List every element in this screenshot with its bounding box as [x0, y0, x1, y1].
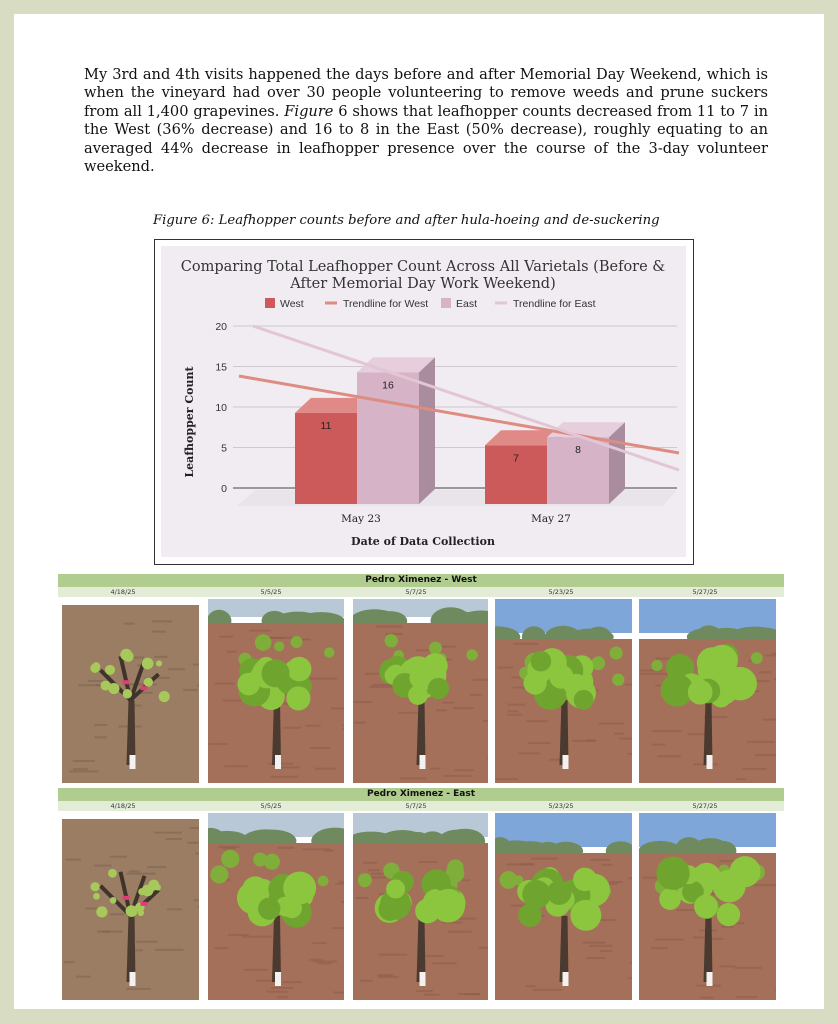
- photo-date: 4/18/25: [110, 588, 136, 596]
- strip-title: Pedro Ximenez - East: [58, 788, 784, 801]
- body-paragraph: [84, 66, 768, 176]
- strip-dates: [58, 801, 784, 811]
- strip-dates: [58, 587, 784, 597]
- bar-data-label: 7: [513, 452, 519, 465]
- x-tick-label: May 27: [531, 513, 571, 525]
- vine-photo: [208, 599, 344, 783]
- vine-photo: [495, 599, 632, 783]
- photo-date: 5/7/25: [405, 802, 427, 810]
- y-axis-label: Leafhopper Count: [183, 366, 196, 478]
- photo-strip-east: [58, 788, 784, 811]
- legend-label: Trendline for West: [343, 298, 429, 310]
- paragraph-text-1: My 3rd and 4th visits happened the days before and after Memorial Day Weekend, which is when the vineyard had over 30 people volunteering to remove weeds and prune suckers from all 1,400 grapevines.: [84, 66, 768, 120]
- photo-date: 5/7/25: [405, 588, 427, 596]
- vine-photo: [353, 599, 488, 783]
- strip-title: Pedro Ximenez - West: [58, 574, 784, 587]
- photo-strip-west: [58, 574, 784, 597]
- bar-east-may-23: [357, 372, 419, 504]
- photo-date: 5/23/25: [548, 588, 574, 596]
- chart-title-line2: After Memorial Day Work Weekend): [290, 276, 556, 292]
- figure-caption: Figure 6: Leafhopper counts before and after hula-hoeing and de-suckering: [153, 213, 660, 228]
- bar-data-label: 8: [575, 444, 581, 457]
- y-tick-label: 15: [215, 361, 227, 374]
- bar-data-label: 11: [320, 419, 332, 432]
- paragraph-text-2: 6 shows that leafhopper counts decreased from 11 to 7 in the West (36% decrease) and 16 to 8 in the East (50% decrease), roughly equating to an averaged 44% decrease in leafhopper presence over the course of the 3-day volunteer weekend.: [84, 102, 768, 176]
- bar-chart: [154, 239, 694, 565]
- legend-label: East: [456, 298, 478, 310]
- y-tick-label: 10: [215, 402, 227, 414]
- x-axis-label: Date of Data Collection: [351, 535, 495, 548]
- chart-canvas: [155, 240, 692, 563]
- vine-photo: [353, 813, 488, 1000]
- vine-photo: [62, 599, 199, 783]
- vine-photo: [208, 813, 344, 1000]
- photo-date: 4/18/25: [110, 802, 136, 810]
- vine-photo: [495, 813, 632, 1000]
- vine-photo: [639, 599, 776, 783]
- y-tick-label: 0: [221, 483, 227, 495]
- legend-swatch: [265, 298, 275, 308]
- legend-label: West: [280, 298, 304, 310]
- photo-date: 5/27/25: [692, 588, 718, 596]
- bar-side: [419, 357, 435, 504]
- photo-date: 5/27/25: [692, 802, 718, 810]
- photo-date: 5/5/25: [260, 802, 282, 810]
- x-tick-label: May 23: [341, 513, 381, 525]
- document-page: [14, 14, 824, 1009]
- vine-photo: [62, 813, 199, 1000]
- legend-swatch: [441, 298, 451, 308]
- chart-title-line1: Comparing Total Leafhopper Count Across All Varietals (Before &: [180, 259, 666, 275]
- photo-date: 5/23/25: [548, 802, 574, 810]
- y-tick-label: 20: [215, 321, 227, 333]
- vine-photo: [639, 813, 776, 1000]
- photo-date: 5/5/25: [260, 588, 282, 596]
- legend-label: Trendline for East: [513, 298, 596, 310]
- figure-reference: Figure: [284, 102, 334, 120]
- y-tick-label: 5: [221, 442, 227, 455]
- bar-data-label: 16: [382, 379, 394, 392]
